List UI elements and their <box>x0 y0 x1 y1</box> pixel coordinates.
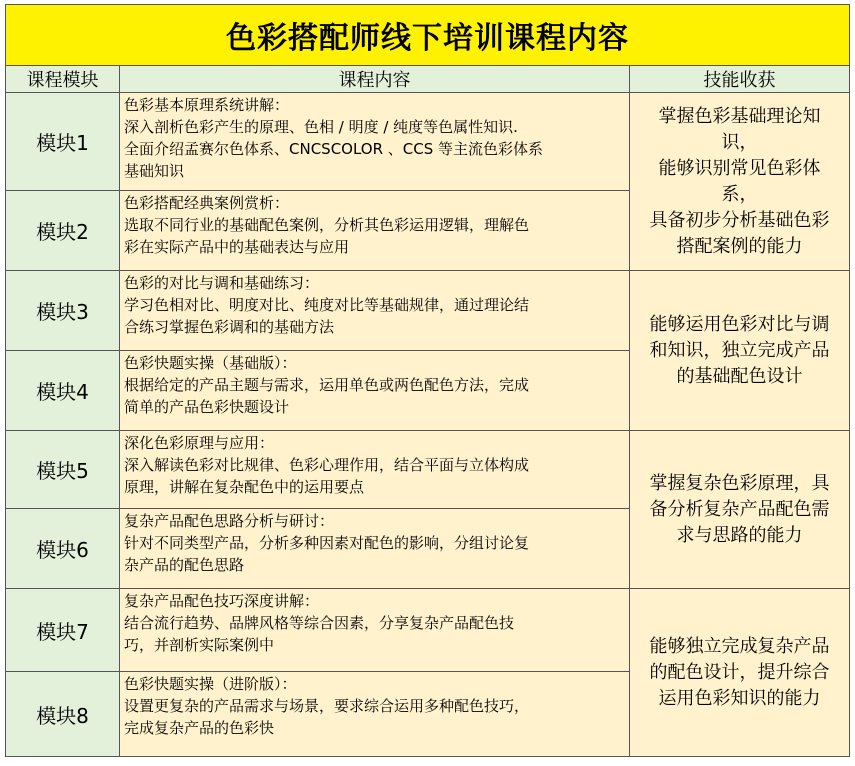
module-name-1: 模块1 <box>6 93 120 191</box>
module-content-2 <box>120 191 630 271</box>
module-content-8 <box>120 672 630 757</box>
module-heading-2: 色彩搭配经典案例赏析： <box>124 194 290 212</box>
module-name-8: 模块8 <box>6 672 120 757</box>
module-content-3 <box>120 271 630 351</box>
module-content-6 <box>120 509 630 589</box>
module-heading-7: 复杂产品配色技巧深度讲解： <box>124 592 320 610</box>
header-module: 课程模块 <box>6 66 120 93</box>
skill-line: 能够识别常见色彩体 <box>658 157 821 179</box>
skill-line: 运用色彩知识的能力 <box>658 687 821 709</box>
module-line: 巧，并剖析实际案例中 <box>124 636 275 654</box>
module-line: 杂产品的配色思路 <box>124 556 245 574</box>
module-line: 合练习掌握色彩调和的基础方法 <box>124 318 335 336</box>
skill-cell-4 <box>630 589 850 757</box>
skill-cell-1 <box>630 93 850 271</box>
module-line: 选取不同行业的基础配色案例，分析其色彩运用逻辑，理解色 <box>124 216 530 234</box>
module-line: 简单的产品色彩快题设计 <box>124 398 290 416</box>
module-line: 深入剖析色彩产生的原理、色相 / 明度 / 纯度等色属性知识. <box>124 118 518 136</box>
module-heading-8: 色彩快题实操（进阶版）： <box>124 675 297 693</box>
skill-line: 掌握复杂色彩原理，具 <box>649 472 830 494</box>
module-line: 基础知识 <box>124 162 185 180</box>
skill-line: 掌握色彩基础理论知 <box>658 105 821 127</box>
header-content: 课程内容 <box>120 66 630 93</box>
module-name-6: 模块6 <box>6 509 120 589</box>
module-line: 彩在实际产品中的基础表达与应用 <box>124 238 350 256</box>
module-heading-1: 色彩基本原理系统讲解： <box>124 96 290 114</box>
module-heading-5: 深化色彩原理与应用： <box>124 434 275 452</box>
skill-line: 系， <box>721 183 758 205</box>
skill-line: 能够独立完成复杂产品 <box>649 635 830 657</box>
module-content-4 <box>120 351 630 431</box>
skill-line: 的基础配色设计 <box>676 365 803 387</box>
table-title: 色彩搭配师线下培训课程内容 <box>6 5 850 66</box>
module-line: 深入解读色彩对比规律、色彩心理作用，结合平面与立体构成 <box>124 456 530 474</box>
skill-line: 的配色设计，提升综合 <box>649 661 830 683</box>
skill-cell-2 <box>630 271 850 431</box>
module-name-7: 模块7 <box>6 589 120 672</box>
module-name-2: 模块2 <box>6 191 120 271</box>
skill-line: 具备初步分析基础色彩 <box>649 209 830 231</box>
module-line: 根据给定的产品主题与需求，运用单色或两色配色方法，完成 <box>124 376 530 394</box>
module-content-7 <box>120 589 630 672</box>
skill-line: 和知识，独立完成产品 <box>649 339 830 361</box>
skill-cell-3 <box>630 431 850 589</box>
skill-line: 求与思路的能力 <box>676 524 803 546</box>
module-line: 学习色相对比、明度对比、纯度对比等基础规律，通过理论结 <box>124 296 530 314</box>
module-line: 完成复杂产品的色彩快 <box>124 719 275 737</box>
module-line: 原理，讲解在复杂配色中的运用要点 <box>124 478 365 496</box>
module-line: 设置更复杂的产品需求与场景，要求综合运用多种配色技巧， <box>124 697 530 715</box>
module-line: 全面介绍孟赛尔色体系、CNCSCOLOR 、CCS 等主流色彩体系 <box>124 140 544 158</box>
module-content-1 <box>120 93 630 191</box>
skill-line: 识， <box>721 131 758 153</box>
skill-line: 备分析复杂产品配色需 <box>649 498 830 520</box>
module-content-5 <box>120 431 630 509</box>
module-heading-3: 色彩的对比与调和基础练习： <box>124 274 320 292</box>
module-name-3: 模块3 <box>6 271 120 351</box>
course-table <box>5 4 850 757</box>
skill-line: 能够运用色彩对比与调 <box>649 313 830 335</box>
module-line: 针对不同类型产品，分析多种因素对配色的影响，分组讨论复 <box>124 534 530 552</box>
module-heading-4: 色彩快题实操（基础版）： <box>124 354 297 372</box>
header-skills: 技能收获 <box>630 66 850 93</box>
module-line: 结合流行趋势、品牌风格等综合因素，分享复杂产品配色技 <box>124 614 515 632</box>
course-table-sheet <box>5 4 849 760</box>
module-heading-6: 复杂产品配色思路分析与研讨： <box>124 512 335 530</box>
skill-line: 搭配案例的能力 <box>676 235 803 257</box>
module-name-5: 模块5 <box>6 431 120 509</box>
module-name-4: 模块4 <box>6 351 120 431</box>
